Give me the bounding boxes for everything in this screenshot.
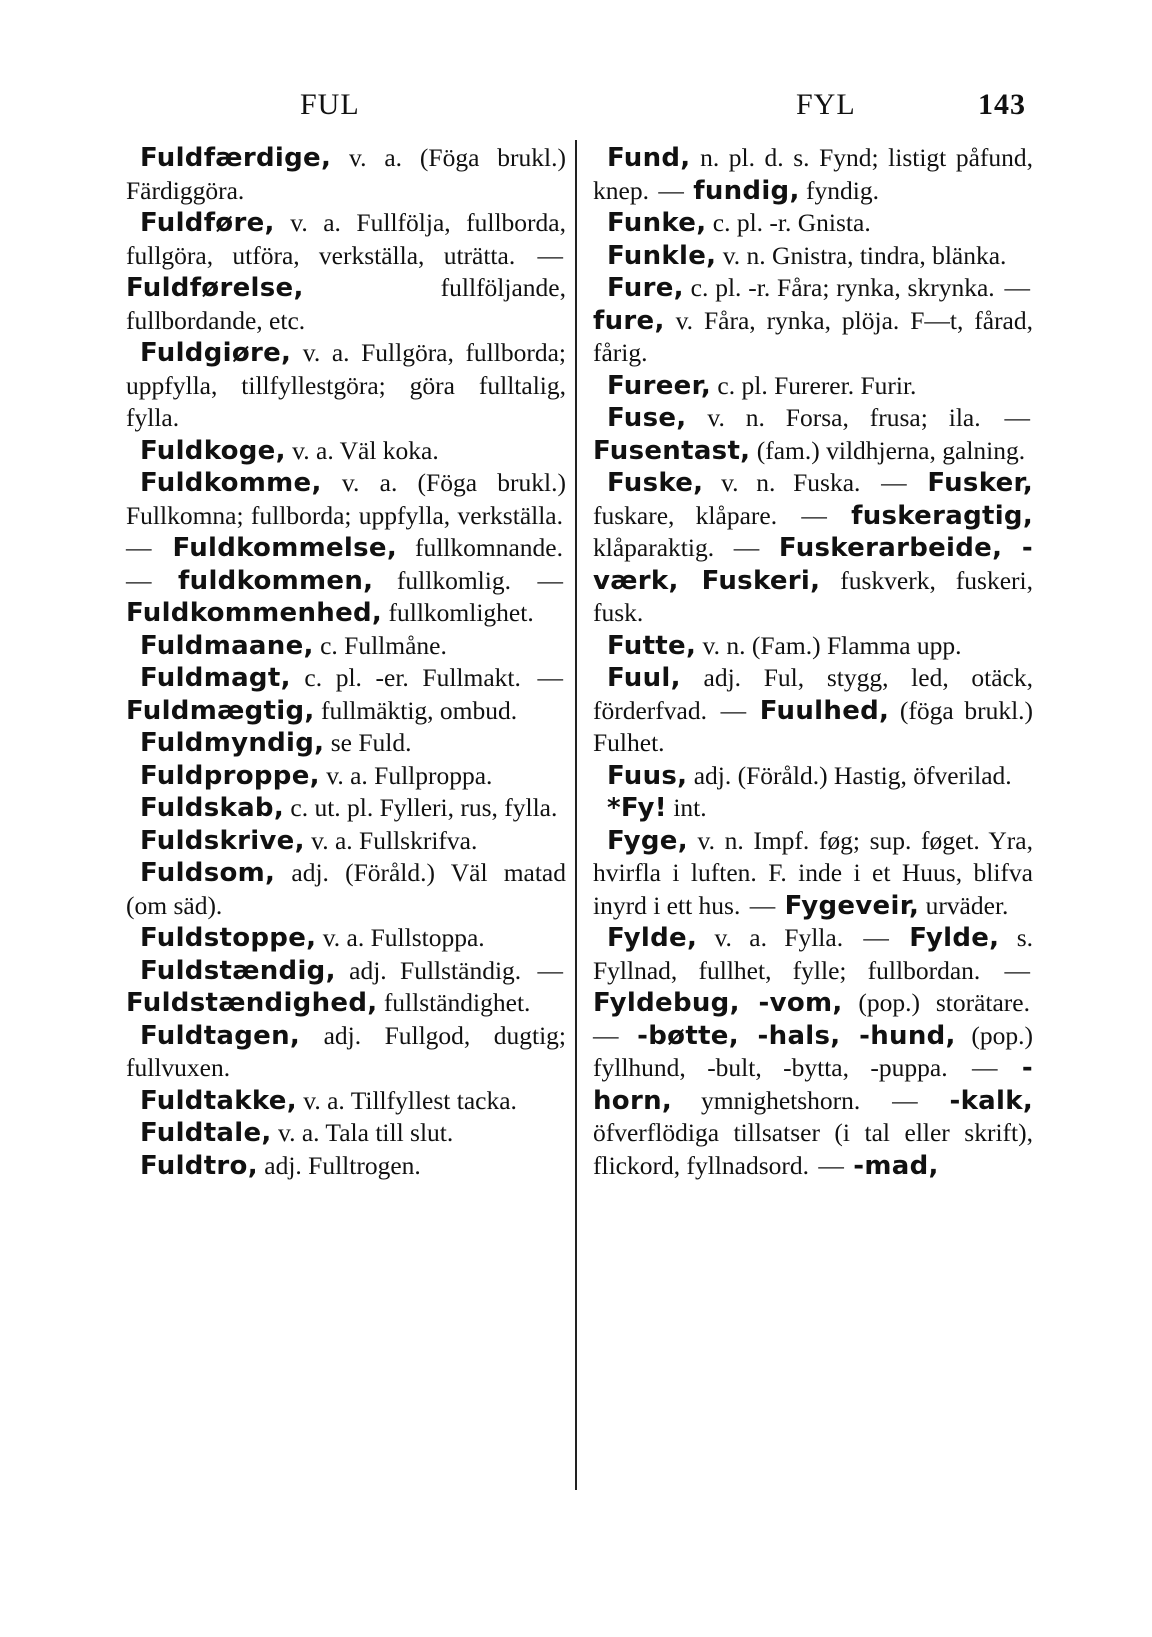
headword: *Fy! bbox=[607, 793, 667, 823]
sub-headword: Fuldførelse, bbox=[126, 273, 304, 303]
definition: v. a. Fullfölja, fullborda, fullgöra, utföra, verkställa, uträtta. bbox=[126, 208, 566, 270]
dictionary-entry bbox=[126, 792, 566, 825]
dictionary-entry bbox=[593, 272, 1033, 370]
dictionary-entry bbox=[593, 370, 1033, 403]
sub-definition: öfverflödiga tillsatser (i tal eller skrift), flickord, fyllnadsord. bbox=[593, 1118, 1033, 1180]
em-dash-separator: — bbox=[524, 955, 564, 985]
headword: Fuldskrive, bbox=[140, 825, 305, 856]
sub-headword: Fusker, bbox=[927, 468, 1033, 498]
dictionary-entry bbox=[126, 825, 566, 858]
definition: v. n. Fuska. bbox=[721, 468, 861, 497]
sub-headword: Fuldmægtig, bbox=[126, 695, 315, 726]
page-header bbox=[0, 88, 1152, 132]
sub-definition: fullständighet. bbox=[383, 988, 531, 1017]
sub-headword: fuldkommen, bbox=[178, 565, 374, 596]
definition: adj. Ful, stygg, led, otäck, förderfvad. bbox=[593, 663, 1034, 725]
header-right-word: FYL bbox=[796, 88, 856, 121]
headword: Fuldkoge, bbox=[140, 435, 286, 466]
headword: Fyge, bbox=[607, 825, 688, 856]
dictionary-entry bbox=[126, 207, 566, 337]
headword: Fuldgiøre, bbox=[140, 338, 292, 368]
em-dash-separator: — bbox=[651, 175, 691, 205]
headword: Funke, bbox=[607, 208, 707, 238]
headword: Fure, bbox=[607, 273, 684, 303]
dictionary-entry bbox=[593, 402, 1033, 467]
dictionary-entry bbox=[126, 662, 566, 727]
dictionary-entry bbox=[126, 1150, 566, 1183]
em-dash-separator: — bbox=[950, 1053, 1019, 1082]
sub-definition: fyndig. bbox=[806, 175, 879, 205]
headword: Fuldtakke, bbox=[140, 1085, 297, 1116]
sub-headword: Fyldebug, -vom, bbox=[593, 988, 843, 1018]
dictionary-entry bbox=[126, 630, 566, 663]
definition: c. pl. -er. Fullmakt. bbox=[304, 663, 521, 692]
headword: Fuldsom, bbox=[140, 858, 276, 888]
dictionary-entry bbox=[593, 630, 1033, 663]
header-left-word: FUL bbox=[300, 88, 360, 121]
em-dash-separator: — bbox=[126, 565, 176, 595]
headword: Fuske, bbox=[607, 468, 704, 498]
sub-headword: Fusentast, bbox=[593, 435, 751, 466]
sub-headword: fure, bbox=[593, 305, 665, 336]
em-dash-separator: — bbox=[812, 1150, 851, 1180]
dictionary-entry bbox=[593, 662, 1033, 760]
headword: Fureer, bbox=[607, 370, 712, 401]
definition: v. a. Tala till slut. bbox=[277, 1118, 454, 1147]
dictionary-entry bbox=[126, 760, 566, 793]
definition: v. n. (Fam.) Flamma upp. bbox=[702, 630, 962, 660]
sub-definition: fuskare, klåpare. bbox=[593, 500, 778, 530]
definition: v. a. Väl koka. bbox=[292, 435, 439, 465]
dictionary-entry bbox=[126, 857, 566, 922]
em-dash-separator: — bbox=[717, 533, 776, 562]
em-dash-separator: — bbox=[743, 890, 782, 920]
dictionary-entry bbox=[593, 142, 1033, 207]
sub-headword: Fuskerarbeide, -værk, Fuskeri, bbox=[593, 533, 1034, 596]
sub-definition: urväder. bbox=[925, 890, 1009, 920]
em-dash-separator: — bbox=[846, 923, 907, 952]
sub-headword: Fuldkommelse, bbox=[172, 533, 398, 563]
headword: Fuldtale, bbox=[140, 1118, 272, 1148]
dictionary-entry bbox=[126, 922, 566, 955]
page-number: 143 bbox=[978, 88, 1026, 121]
dictionary-entry bbox=[126, 955, 566, 1020]
definition: c. pl. -r. Gnista. bbox=[712, 208, 871, 237]
definition: v. n. Forsa, frusa; ila. bbox=[707, 403, 981, 432]
definition: v. a. (Föga brukl.) Fullkomna; fullborda; uppfylla, verkställa. bbox=[126, 468, 566, 530]
headword: Fuldskab, bbox=[140, 793, 284, 823]
dictionary-entry bbox=[593, 207, 1033, 240]
em-dash-separator: — bbox=[709, 695, 757, 725]
definition: v. a. Fullproppa. bbox=[326, 760, 493, 790]
definition: n. pl. d. s. Fynd; listigt påfund, knep. bbox=[593, 143, 1034, 205]
sub-definition: s. Fyllnad, fullhet, fylle; fullbordan. bbox=[593, 923, 1033, 985]
headword: Funkle, bbox=[607, 240, 717, 271]
dictionary-entry bbox=[126, 467, 566, 630]
definition: v. a. Fylla. bbox=[714, 923, 844, 952]
definition: se Fuld. bbox=[330, 728, 412, 757]
sub-headword: Fuldstændighed, bbox=[126, 988, 378, 1018]
sub-definition: fullkomlighet. bbox=[388, 598, 534, 627]
definition: c. Fullmåne. bbox=[320, 630, 447, 660]
definition: v. n. Impf. føg; sup. føget. Yra, hvirfla i luften. F. inde i et Huus, blifva inyrd i ett hus. bbox=[593, 825, 1033, 920]
headword: Fuldkomme, bbox=[140, 468, 322, 498]
definition: v. n. Gnistra, tindra, blänka. bbox=[722, 240, 1007, 270]
dictionary-entry bbox=[593, 760, 1033, 793]
dictionary-entry bbox=[126, 435, 566, 468]
sub-definition: (pop.) storätare. bbox=[858, 988, 1030, 1017]
dictionary-entry bbox=[593, 792, 1033, 825]
left-column bbox=[126, 142, 566, 1182]
sub-definition: (föga brukl.) Fulhet. bbox=[593, 695, 1034, 757]
definition: adj. (Föråld.) Väl matad (om säd). bbox=[126, 858, 566, 920]
definition: v. a. Fullgöra, fullborda; uppfylla, tillfyllestgöra; göra fulltalig, fylla. bbox=[126, 338, 566, 432]
em-dash-separator: — bbox=[518, 240, 563, 270]
headword: Fuldmagt, bbox=[140, 663, 291, 693]
sub-definition: ymnighetshorn. bbox=[700, 1085, 861, 1115]
sub-headword: fundig, bbox=[693, 175, 800, 206]
dictionary-entry bbox=[126, 1085, 566, 1118]
sub-definition: klåparaktig. bbox=[593, 533, 715, 562]
headword: Fuse, bbox=[607, 403, 687, 433]
definition: adj. Fullständig. bbox=[349, 955, 522, 985]
column-divider bbox=[575, 140, 577, 1490]
sub-headword: Fuldkommenhed, bbox=[126, 598, 383, 628]
headword: Fuldmyndig, bbox=[140, 728, 325, 758]
em-dash-separator: — bbox=[983, 955, 1030, 985]
sub-headword: -kalk, bbox=[949, 1085, 1034, 1116]
em-dash-separator: — bbox=[780, 500, 849, 530]
sub-headword: fuskeragtig, bbox=[851, 500, 1034, 531]
sub-definition: fullmäktig, ombud. bbox=[320, 695, 518, 725]
em-dash-separator: — bbox=[513, 565, 563, 595]
headword: Fuldtro, bbox=[140, 1150, 258, 1181]
headword: Fuldstoppe, bbox=[140, 923, 317, 953]
headword: Fuldproppe, bbox=[140, 760, 320, 791]
dictionary-entry bbox=[593, 922, 1033, 1182]
dictionary-entry bbox=[593, 240, 1033, 273]
headword: Fuul, bbox=[607, 663, 681, 693]
em-dash-separator: — bbox=[863, 1085, 947, 1115]
definition: c. ut. pl. Fylleri, rus, fylla. bbox=[290, 793, 558, 822]
definition: int. bbox=[673, 793, 707, 822]
sub-headword: -mad, bbox=[853, 1150, 939, 1181]
sub-definition: (pop.) fyllhund, -bult, -bytta, -puppa. bbox=[593, 1020, 1033, 1082]
em-dash-separator: — bbox=[983, 403, 1031, 432]
definition: c. pl. Furerer. Furir. bbox=[717, 370, 917, 400]
sub-definition: (fam.) vildhjerna, galning. bbox=[756, 435, 1026, 465]
dictionary-entry bbox=[126, 142, 566, 207]
sub-definition: fullkomnande. bbox=[414, 533, 563, 562]
definition: v. a. Fullstoppa. bbox=[322, 923, 485, 952]
em-dash-separator: — bbox=[863, 468, 925, 497]
dictionary-entry bbox=[593, 825, 1033, 923]
sub-definition: fuskverk, fuskeri, fusk. bbox=[593, 565, 1033, 627]
definition: v. a. Fullskrifva. bbox=[311, 825, 478, 855]
sub-headword: -bøtte, -hals, -hund, bbox=[637, 1020, 956, 1051]
em-dash-separator: — bbox=[593, 1020, 635, 1050]
headword: Fylde, bbox=[607, 923, 698, 953]
headword: Fuldføre, bbox=[140, 208, 275, 238]
sub-definition: fullföljande, fullbordande, etc. bbox=[126, 273, 566, 335]
headword: Fuldstændig, bbox=[140, 955, 336, 986]
dictionary-entry bbox=[126, 1020, 566, 1085]
sub-headword: -horn, bbox=[593, 1053, 1033, 1116]
headword: Fuldtagen, bbox=[140, 1020, 301, 1051]
dictionary-entry bbox=[126, 727, 566, 760]
sub-definition: v. Fåra, rynka, plöja. F—t, fårad, fårig. bbox=[593, 305, 1033, 367]
definition: adj. (Föråld.) Hastig, öfverilad. bbox=[693, 760, 1012, 790]
sub-headword: Fuulhed, bbox=[759, 695, 890, 726]
headword: Fuldmaane, bbox=[140, 630, 314, 661]
right-column bbox=[593, 142, 1033, 1182]
definition: adj. Fullgod, dugtig; fullvuxen. bbox=[126, 1020, 567, 1082]
dictionary-entry bbox=[126, 337, 566, 435]
definition: c. pl. -r. Fåra; rynka, skrynka. bbox=[690, 273, 995, 302]
sub-definition: fullkomlig. bbox=[396, 565, 511, 595]
headword: Futte, bbox=[607, 630, 697, 661]
definition: adj. Fulltrogen. bbox=[264, 1150, 421, 1180]
sub-headword: Fylde, bbox=[909, 923, 1000, 953]
definition: v. a. Tillfyllest tacka. bbox=[303, 1085, 517, 1115]
dictionary-entry bbox=[126, 1117, 566, 1150]
headword: Fuldfærdige, bbox=[140, 143, 332, 173]
headword: Fuus, bbox=[607, 760, 688, 791]
em-dash-separator: — bbox=[126, 533, 170, 562]
dictionary-entry bbox=[593, 467, 1033, 630]
em-dash-separator: — bbox=[997, 273, 1030, 302]
em-dash-separator: — bbox=[523, 663, 564, 692]
headword: Fund, bbox=[607, 143, 691, 173]
definition: v. a. (Föga brukl.) Färdiggöra. bbox=[126, 143, 566, 205]
sub-headword: Fygeveir, bbox=[784, 890, 920, 921]
